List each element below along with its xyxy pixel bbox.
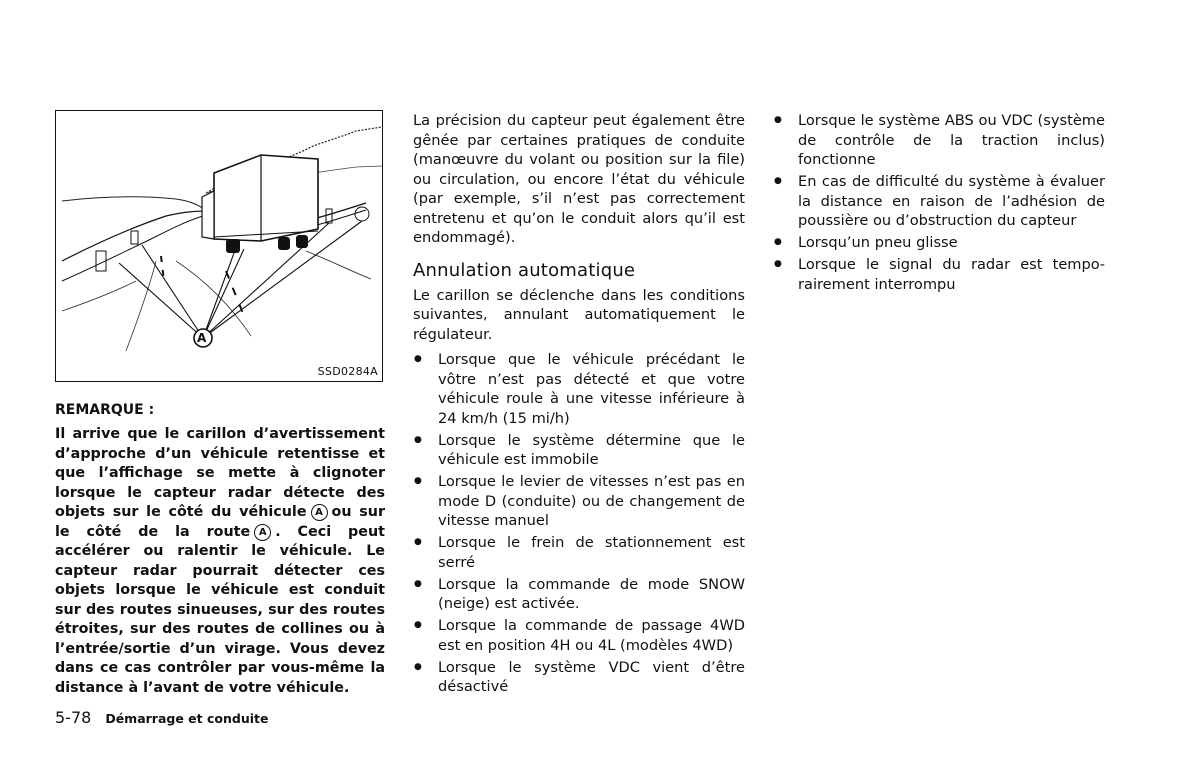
middle-column [413,111,745,699]
figure-id: SSD0284A [317,365,378,378]
page-number: 5-78 [55,708,92,727]
lead-paragraph: Le carillon se déclenche dans les conditions suivantes, annulant automatiquement le régulateur. [413,286,745,343]
page-footer [55,708,268,727]
cancellation-list-continued [773,111,1105,294]
figure-marker-a: A [197,331,207,345]
remark-title: REMARQUE : [55,402,155,418]
list-item: ● En cas de difficulté du système à évaluer la distance en raison de l’adhésion de poussière ou d’obstruction du capteur [773,172,1105,231]
left-column [55,110,385,698]
remark-text-1: Il arrive que le carillon d’avertissement d’approche d’un véhicule retentisse et que l’affichage se mette à clignoter lorsque le capteur radar détecte des objets sur le côté du véhicule [55,426,385,520]
list-item: ● Lorsque le système VDC vient d’être désactivé [413,658,745,697]
list-item: ● Lorsque le signal du radar est temporairement interrompu [773,255,1105,294]
list-item: ● Lorsqu’un pneu glisse [773,233,1105,253]
section-heading: Annulation automatique [413,259,636,281]
cancellation-list [413,350,745,697]
list-item: ● Lorsque le système ABS ou VDC (système de contrôle de la traction inclus) fonctionne [773,111,1105,170]
list-item: ● Lorsque le levier de vitesses n’est pas en mode D (conduite) ou de changement de vitesse manuel [413,472,745,531]
list-item: ● Lorsque le frein de stationnement est serré [413,533,745,572]
list-item: ● Lorsque que le véhicule précédant le vôtre n’est pas détecté et que votre véhicule roule à une vitesse inférieure à 24 km/h (15 mi/h) [413,350,745,428]
section-name: Démarrage et conduite [105,711,269,726]
list-item: ● Lorsque le système détermine que le véhicule est immobile [413,431,745,470]
road-truck-illustration [56,111,382,381]
marker-a-inline-2: A [254,524,271,541]
right-column [773,111,1105,297]
illustration-frame [55,110,383,382]
intro-paragraph: La précision du capteur peut également être gênée par certaines pratiques de conduite (manœuvre du volant ou position sur la file) ou circulation, ou encore l’état du véhicule (par exemple, s’il n’est pas correctement entretenu et qu’on le conduit alors qu’il est endommagé). [413,112,745,246]
marker-a-inline-1: A [311,504,328,521]
remark-text-3: . Ceci peut accélérer ou ralentir le véhicule. Le capteur radar pourrait détecter ces objets lorsque le véhicule est conduit sur des routes sinueuses, sur des routes étroites, sur des routes de collines ou à l’entrée/sortie d’un virage. Vous devez dans ce cas contrôler par vous-même la distance à l’avant de votre véhicule. [55,523,385,696]
remark-text-2: ou sur le côté de la route [55,504,385,540]
list-item: ● Lorsque la commande de passage 4WD est en position 4H ou 4L (modèles 4WD) [413,616,745,655]
remark-body [55,425,385,698]
list-item: ● Lorsque la commande de mode SNOW (neige) est activée. [413,575,745,614]
